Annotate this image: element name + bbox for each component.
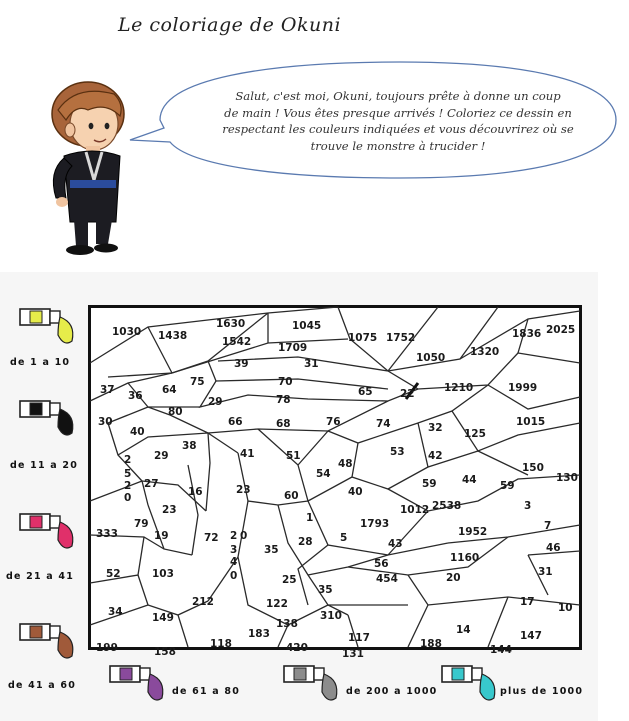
region-number: 2025: [546, 324, 576, 336]
region-number: 117: [348, 632, 370, 644]
region-number: 27: [144, 478, 159, 490]
region-number: 20: [446, 572, 461, 584]
region-number: 60: [284, 490, 299, 502]
region-number: 52: [106, 568, 121, 580]
region-number: 188: [420, 638, 442, 650]
region-number: 70: [278, 376, 293, 388]
region-number: 80: [168, 406, 183, 418]
region-number: 79: [134, 518, 149, 530]
region-number: 68: [276, 418, 291, 430]
region-number: 40: [130, 426, 145, 438]
brown-paint-tube-icon: [18, 618, 78, 668]
region-number: 40: [348, 486, 363, 498]
region-number: 66: [228, 416, 243, 428]
region-number: 46: [546, 542, 561, 554]
region-number: 53: [390, 446, 405, 458]
region-number: 1075: [348, 332, 378, 344]
region-number: 183: [248, 628, 270, 640]
region-number: 41: [240, 448, 255, 460]
region-number: 420: [286, 642, 308, 654]
legend-label-pink: de 21 a 41: [6, 571, 75, 582]
region-number: 78: [276, 394, 291, 406]
region-number: 54: [316, 468, 331, 480]
region-number: 74: [376, 418, 391, 430]
region-number: 1012: [400, 504, 430, 516]
region-number: 75: [190, 376, 205, 388]
region-number: 1050: [416, 352, 446, 364]
pink-paint-tube-icon: [18, 508, 78, 558]
region-number: 1160: [450, 552, 480, 564]
legend-label-cyan: plus de 1000: [500, 686, 584, 697]
region-number: 0: [230, 570, 238, 582]
region-number: 1952: [458, 526, 488, 538]
region-number: 310: [320, 610, 342, 622]
region-number: 333: [96, 528, 118, 540]
region-number: 76: [326, 416, 341, 428]
region-number: 1630: [216, 318, 246, 330]
region-number: 5: [340, 532, 348, 544]
legend-label-yellow: de 1 a 10: [10, 357, 71, 368]
region-number: 72: [204, 532, 219, 544]
region-number: 31: [538, 566, 553, 578]
region-number: 2538: [432, 500, 462, 512]
region-number: 42: [428, 450, 443, 462]
region-number: 1752: [386, 332, 416, 344]
region-number: 51: [286, 450, 301, 462]
region-number: 1320: [470, 346, 500, 358]
region-number: 1030: [112, 326, 142, 338]
region-number: 5: [124, 468, 132, 480]
region-number: 37: [100, 384, 115, 396]
region-number: 212: [192, 596, 214, 608]
region-number: 32: [428, 422, 443, 434]
region-number: 2: [124, 454, 132, 466]
region-number: 29: [208, 396, 223, 408]
region-number: 0: [124, 492, 132, 504]
region-number: 1793: [360, 518, 390, 530]
region-number: 38: [182, 440, 197, 452]
black-paint-tube-icon: [18, 395, 78, 445]
region-number: 59: [422, 478, 437, 490]
region-number: 7: [544, 520, 552, 532]
region-number: 125: [464, 428, 486, 440]
purple-paint-tube-icon: [108, 660, 168, 710]
region-number: 34: [108, 606, 123, 618]
legend-label-purple: de 61 a 80: [172, 686, 241, 697]
region-number: 65: [358, 386, 373, 398]
cyan-paint-tube-icon: [440, 660, 500, 710]
region-number: 1045: [292, 320, 322, 332]
gray-paint-tube-icon: [282, 660, 342, 710]
region-number: 35: [264, 544, 279, 556]
region-number: 138: [276, 618, 298, 630]
region-number: 36: [128, 390, 143, 402]
page-title: Le coloriage de Okuni: [118, 14, 342, 36]
region-number: 35: [318, 584, 333, 596]
region-number: 144: [490, 644, 512, 656]
region-number: 1542: [222, 336, 252, 348]
region-number: 43: [388, 538, 403, 550]
region-number: 48: [338, 458, 353, 470]
region-number: 0: [240, 530, 248, 542]
region-number: 56: [374, 558, 389, 570]
region-number: 16: [188, 486, 203, 498]
region-number: 1999: [508, 382, 538, 394]
region-number: 103: [152, 568, 174, 580]
region-number: 3: [524, 500, 532, 512]
region-number: 23: [162, 504, 177, 516]
region-number: 2: [230, 530, 238, 542]
region-number: 29: [154, 450, 169, 462]
region-number: 3: [230, 544, 238, 556]
region-number: 131: [342, 648, 364, 660]
region-number: 17: [520, 596, 535, 608]
region-number: 30: [98, 416, 113, 428]
region-number: 147: [520, 630, 542, 642]
region-number: 44: [462, 474, 477, 486]
region-number: 31: [304, 358, 319, 370]
legend-label-black: de 11 a 20: [10, 460, 79, 471]
speech-bubble-text: Salut, c'est moi, Okuni, toujours prête à donne un coup de main ! Vous êtes presque arrivés ! Coloriez ce dessin en respectant les couleurs indiquées et vous découvrirez où se trouve le monstre à trucider !: [222, 89, 574, 153]
region-number: 28: [298, 536, 313, 548]
region-number: 10: [558, 602, 573, 614]
region-number: 199: [96, 642, 118, 654]
region-number: 130: [556, 472, 578, 484]
region-number: 149: [152, 612, 174, 624]
region-number: 2: [124, 480, 132, 492]
region-number: 118: [210, 638, 232, 650]
region-number: 1709: [278, 342, 308, 354]
region-number: 150: [522, 462, 544, 474]
region-number: 25: [282, 574, 297, 586]
legend-label-brown: de 41 a 60: [8, 680, 77, 691]
region-number: 158: [154, 646, 176, 658]
region-number: 1438: [158, 330, 188, 342]
region-number: 1210: [444, 382, 474, 394]
region-number: 23: [236, 484, 251, 496]
region-number: 4: [230, 556, 238, 568]
region-number: 22: [400, 388, 415, 400]
region-number: 14: [456, 624, 471, 636]
region-number: 39: [234, 358, 249, 370]
region-number: 1: [306, 512, 314, 524]
region-number: 454: [376, 573, 398, 585]
region-number: 19: [154, 530, 169, 542]
yellow-paint-tube-icon: [18, 303, 78, 353]
region-number: 1015: [516, 416, 546, 428]
legend-label-gray: de 200 a 1000: [346, 686, 438, 697]
region-number: 64: [162, 384, 177, 396]
region-number: 59: [500, 480, 515, 492]
coloring-grid: [88, 305, 582, 660]
region-number: 1836: [512, 328, 542, 340]
region-number: 122: [266, 598, 288, 610]
